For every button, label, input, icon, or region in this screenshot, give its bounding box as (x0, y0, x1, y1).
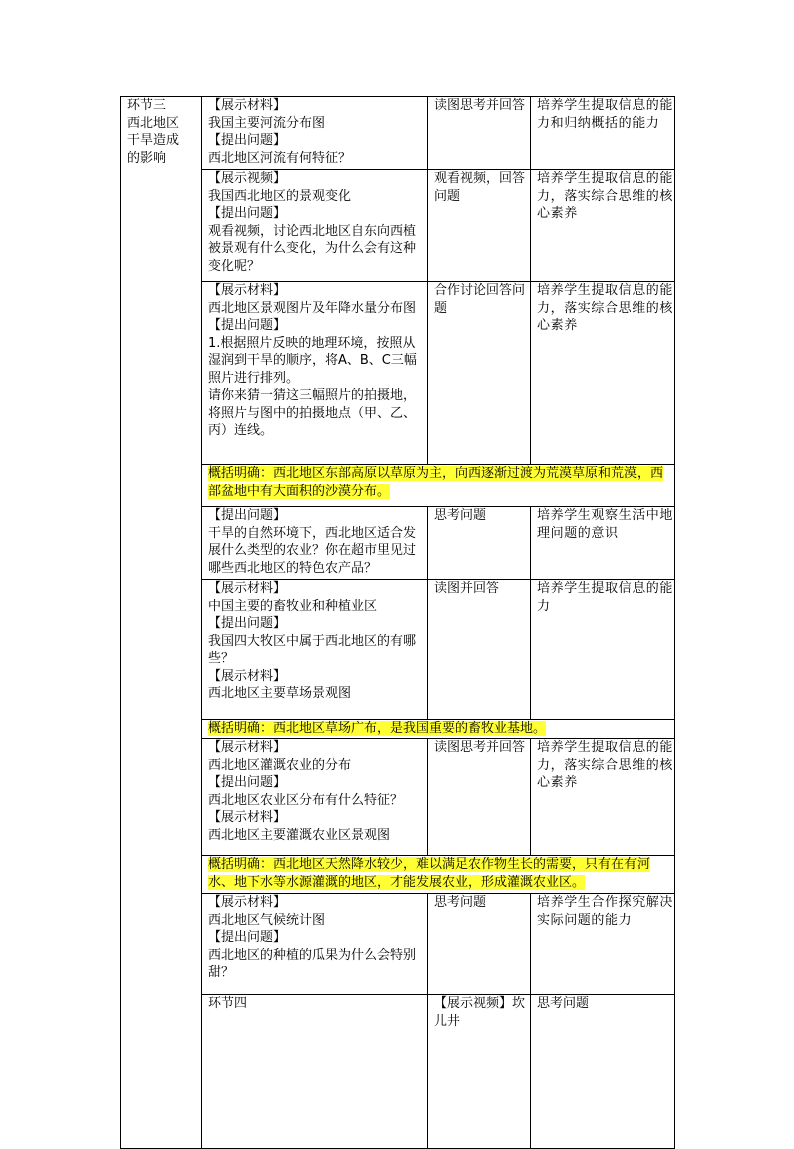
content-line: 【展示材料】 (208, 283, 287, 298)
table-row (121, 97, 675, 170)
activity-cell: 读图并回答 (428, 580, 531, 720)
content-line: 【提出问题】 (208, 616, 287, 631)
content-cell (202, 739, 428, 856)
summary-text: 概括明确：西北地区天然降水较少，难以满足农作物生长的需要，只有在有河水、地下水等水源灌溉的地区，才能发展农业，形成灌溉农业区。 (208, 857, 651, 890)
intent-cell: 培养学生提取信息的能力，落实综合思维的核心素养 (531, 282, 675, 465)
content-cell (202, 894, 428, 995)
summary-cell (202, 720, 675, 739)
content-line: 【提出问题】 (208, 930, 287, 945)
table-row (121, 170, 675, 282)
table-row (121, 465, 675, 507)
summary-text: 概括明确：西北地区东部高原以草原为主，向西逐渐过渡为荒漠草原和荒漠，西部盆地中有大面积的沙漠分布。 (208, 466, 664, 499)
content-cell (202, 170, 428, 282)
content-line: 西北地区主要草场景观图 (208, 686, 352, 701)
content-line: 【展示材料】 (208, 581, 287, 596)
content-cell (202, 97, 428, 170)
intent-cell: 培养学生提取信息的能力和归纳概括的能力 (531, 97, 675, 170)
activity-cell: 思考问题 (428, 507, 531, 580)
content-cell (428, 995, 531, 1149)
content-cell (202, 282, 428, 465)
content-line: 【展示视频】坎儿井 (434, 996, 526, 1029)
content-line: 西北地区农业区分布有什么特征？ (208, 792, 404, 808)
content-line: 西北地区景观图片及年降水量分布图 (208, 300, 417, 316)
stage-label-line: 西北地区 (127, 115, 180, 131)
stage-label-line: 的影响 (127, 150, 167, 166)
table-row (121, 507, 675, 580)
table-row (121, 282, 675, 465)
content-line: 【提出问题】 (208, 133, 287, 148)
intent-cell: 培养学生合作探究解决实际问题的能力 (531, 894, 675, 995)
summary-cell (202, 465, 675, 507)
intent-cell: 培养学生观察生活中地理问题的意识 (531, 507, 675, 580)
content-line: 【展示材料】 (208, 740, 287, 755)
table-row (121, 739, 675, 856)
content-line: 我国西北地区的景观变化 (208, 188, 352, 204)
table-row (121, 856, 675, 894)
content-line: 西北地区气候统计图 (208, 912, 326, 928)
content-line: 【提出问题】 (208, 775, 287, 790)
intent-cell: 培养学生提取信息的能力，落实综合思维的核心素养 (531, 170, 675, 282)
content-line: 中国主要的畜牧业和种植业区 (208, 598, 378, 614)
content-line: 干旱的自然环境下，西北地区适合发展什么类型的农业？你在超市里见过哪些西北地区的特色农产品？ (208, 525, 417, 576)
stage-cell-4: 环节四 (202, 995, 428, 1149)
activity-cell: 读图思考并回答 (428, 739, 531, 856)
content-line: 【展示材料】 (208, 810, 287, 825)
content-cell (202, 507, 428, 580)
content-line: 西北地区灌溉农业的分布 (208, 757, 352, 773)
activity-cell: 观看视频，回答问题 (428, 170, 531, 282)
lesson-plan-table (120, 96, 675, 1149)
intent-cell: 培养学生提取信息的能力 (531, 580, 675, 720)
table-row (121, 894, 675, 995)
content-line: 【提出问题】 (208, 508, 287, 523)
table-row (121, 720, 675, 739)
content-line: 我国四大牧区中属于西北地区的有哪些？ (208, 633, 417, 666)
table-row (121, 580, 675, 720)
activity-cell: 合作讨论回答问题 (428, 282, 531, 465)
intent-cell: 培养学生提取信息的能力，落实综合思维的核心素养 (531, 739, 675, 856)
content-line: 1.根据照片反映的地理环境，按照从湿润到干旱的顺序，将A、B、C三幅照片进行排列。 (208, 335, 417, 386)
summary-text: 概括明确：西北地区草场广布，是我国重要的畜牧业基地。 (208, 721, 547, 736)
content-line: 【提出问题】 (208, 206, 287, 221)
content-line: 【展示材料】 (208, 895, 287, 910)
content-line: 西北地区河流有何特征？ (208, 150, 352, 166)
summary-cell (202, 856, 675, 894)
activity-cell: 思考问题 (531, 995, 675, 1149)
activity-cell: 思考问题 (428, 894, 531, 995)
stage-label-line: 环节三 (127, 98, 167, 113)
stage-label-line: 干旱造成 (127, 133, 180, 148)
content-line: 观看视频，讨论西北地区自东向西植被景观有什么变化，为什么会有这种变化呢？ (208, 223, 417, 274)
content-line: 【展示材料】 (208, 668, 287, 684)
content-line: 西北地区的种植的瓜果为什么会特别甜？ (208, 947, 417, 980)
content-line: 请你来猜一猜这三幅照片的拍摄地，将照片与图中的拍摄地点（甲、乙、丙）连线。 (208, 388, 417, 438)
content-line: 【展示视频】 (208, 171, 287, 186)
content-cell (202, 580, 428, 720)
content-line: 我国主要河流分布图 (208, 115, 326, 131)
content-line: 【展示材料】 (208, 98, 287, 113)
activity-cell: 读图思考并回答 (428, 97, 531, 170)
stage-cell-3 (121, 97, 202, 1149)
content-line: 【提出问题】 (208, 318, 287, 333)
table-row (121, 995, 675, 1149)
content-line: 西北地区主要灌溉农业区景观图 (208, 827, 391, 843)
